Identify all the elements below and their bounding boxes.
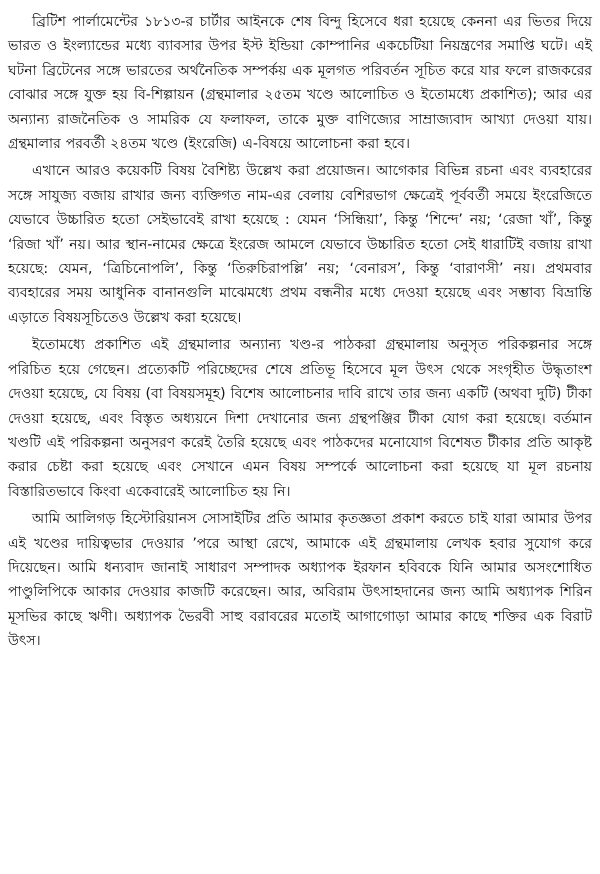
- paragraph-acknowledgements: আমি আলিগড় হিস্টোরিয়ানস সোসাইটির প্রতি আমার কৃতজ্ঞতা প্রকাশ করতে চাই যারা আমার উপর এই খণ্ডের দায়িত্বভার দেওয়ার ’পরে আস্থা রেখে, আমাকে এই গ্রন্থমালায় লেখক হবার সুযোগ করে দিয়েছেন। আমি ধন্যবাদ জানাই সাধারণ সম্পাদক অধ্যাপক ইরফান হবিবকে যিনি আমার অসংশোধিত পাণ্ডুলিপিকে আকার দেওয়ার কাজটি করেছেন। আর, অবিরাম উৎসাহদানের জন্য আমি অধ্যাপক শিরিন মূসভির কাছে ঋণী। অধ্যাপক ভৈরবী সাহু বরাবরের মতোই আগাগোড়া আমার কাছে শক্তির এক বিরাট উৎস।: [8, 511, 592, 650]
- paragraph-series-plan: ইতোমধ্যে প্রকাশিত এই গ্রন্থমালার অন্যান্য খণ্ড-র পাঠকরা গ্রন্থমালায় অনুসৃত পরিকল্পনার সঙ্গে পরিচিত হয়ে গেছেন। প্রত্যেকটি পরিচ্ছেদের শেষে প্রতিভূ হিসেবে মূল উৎস থেকে সংগৃহীত উদ্ধৃতাংশ দেওয়া হয়েছে, যে বিষয় (বা বিষয়সমূহ) বিশেষ আলোচনার দাবি রাখে তার জন্য একটি (অথবা দুটি) টীকা দেওয়া হয়েছে, এবং বিস্তৃত অধ্যয়নে দিশা দেখানোর জন্য গ্রন্থপঞ্জির টীকা যোগ করা হয়েছে। বর্তমান খণ্ডটি এই পরিকল্পনা অনুসরণ করেই তৈরি হয়েছে এবং পাঠকদের মনোযোগ বিশেষত টীকার প্রতি আকৃষ্ট করার চেষ্টা করা হয়েছে এবং সেখানে এমন বিষয় সম্পর্কে আলোচনা করা হয়েছে যা মূল রচনায় বিস্তারিতভাবে কিংবা একেবারেই আলোচিত হয় নি।: [8, 337, 592, 500]
- paragraph-naming-conventions: এখানে আরও কয়েকটি বিষয় বৈশিষ্ট্য উল্লেখ করা প্রয়োজন। আগেকার বিভিন্ন রচনা এবং ব্যবহারের সঙ্গে সাযুজ্য বজায় রাখার জন্য ব্যক্তিগত নাম-এর বেলায় বেশিরভাগ ক্ষেত্রেই পূর্ববর্তী সময়ে ইংরেজিতে যেভাবে উচ্চারিত হতো সেইভাবেই রাখা হয়েছে : যেমন ‘সিন্ধিয়া’, কিন্তু ‘শিন্দে’ নয়; ‘রেজা খাঁ’, কিন্তু ‘রিজা খাঁ’ নয়। আর স্থান-নামের ক্ষেত্রে ইংরেজ আমলে যেভাবে উচ্চারিত হতো সেই ধারাটিই বজায় রাখা হয়েছে: যেমন, ‘ত্রিচিনোপলি’, কিন্তু ‘তিরুচিরাপল্লি’ নয়; ‘বেনারস’, কিন্তু ‘বারাণসী’ নয়। প্রথমবার ব্যবহারের সময় আধুনিক বানানগুলি মাঝেমধ্যে প্রথম বন্ধনীর মধ্যে দেওয়া হয়েছে এবং সম্ভাব্য বিভ্রান্তি এড়াতে বিষয়সূচিতেও উল্লেখ করা হয়েছে।: [8, 163, 592, 326]
- paragraph-charter-act: ব্রিটিশ পার্লামেন্টের ১৮১৩-র চার্টার আইনকে শেষ বিন্দু হিসেবে ধরা হয়েছে কেননা এর ভিতর দিয়ে ভারত ও ইংল্যান্ডের মধ্যে ব্যাবসার উপর ইস্ট ইন্ডিয়া কোম্পানির একচেটিয়া নিয়ন্ত্রণের সমাপ্তি ঘটে। এই ঘটনা ব্রিটেনের সঙ্গে ভারতের অর্থনৈতিক সম্পর্কয় এক মূলগত পরিবর্তন সূচিত করে যার ফলে রাজকরের বোঝার সঙ্গে যুক্ত হয় বি-শিল্পায়ন (গ্রন্থমালার ২৫তম খণ্ডে আলোচিত ও ইতোমধ্যে প্রকাশিত); আর এর অন্যান্য রাজনৈতিক ও সামরিক যে ফলাফল, তাকে মুক্ত বাণিজ্যের সাম্রাজ্যবাদ আখ্যা দেওয়া যায়। গ্রন্থমালার পরবর্তী ২৪তম খণ্ডে (ইংরেজি) এ-বিষয়ে আলোচনা করা হবে।: [8, 14, 592, 153]
